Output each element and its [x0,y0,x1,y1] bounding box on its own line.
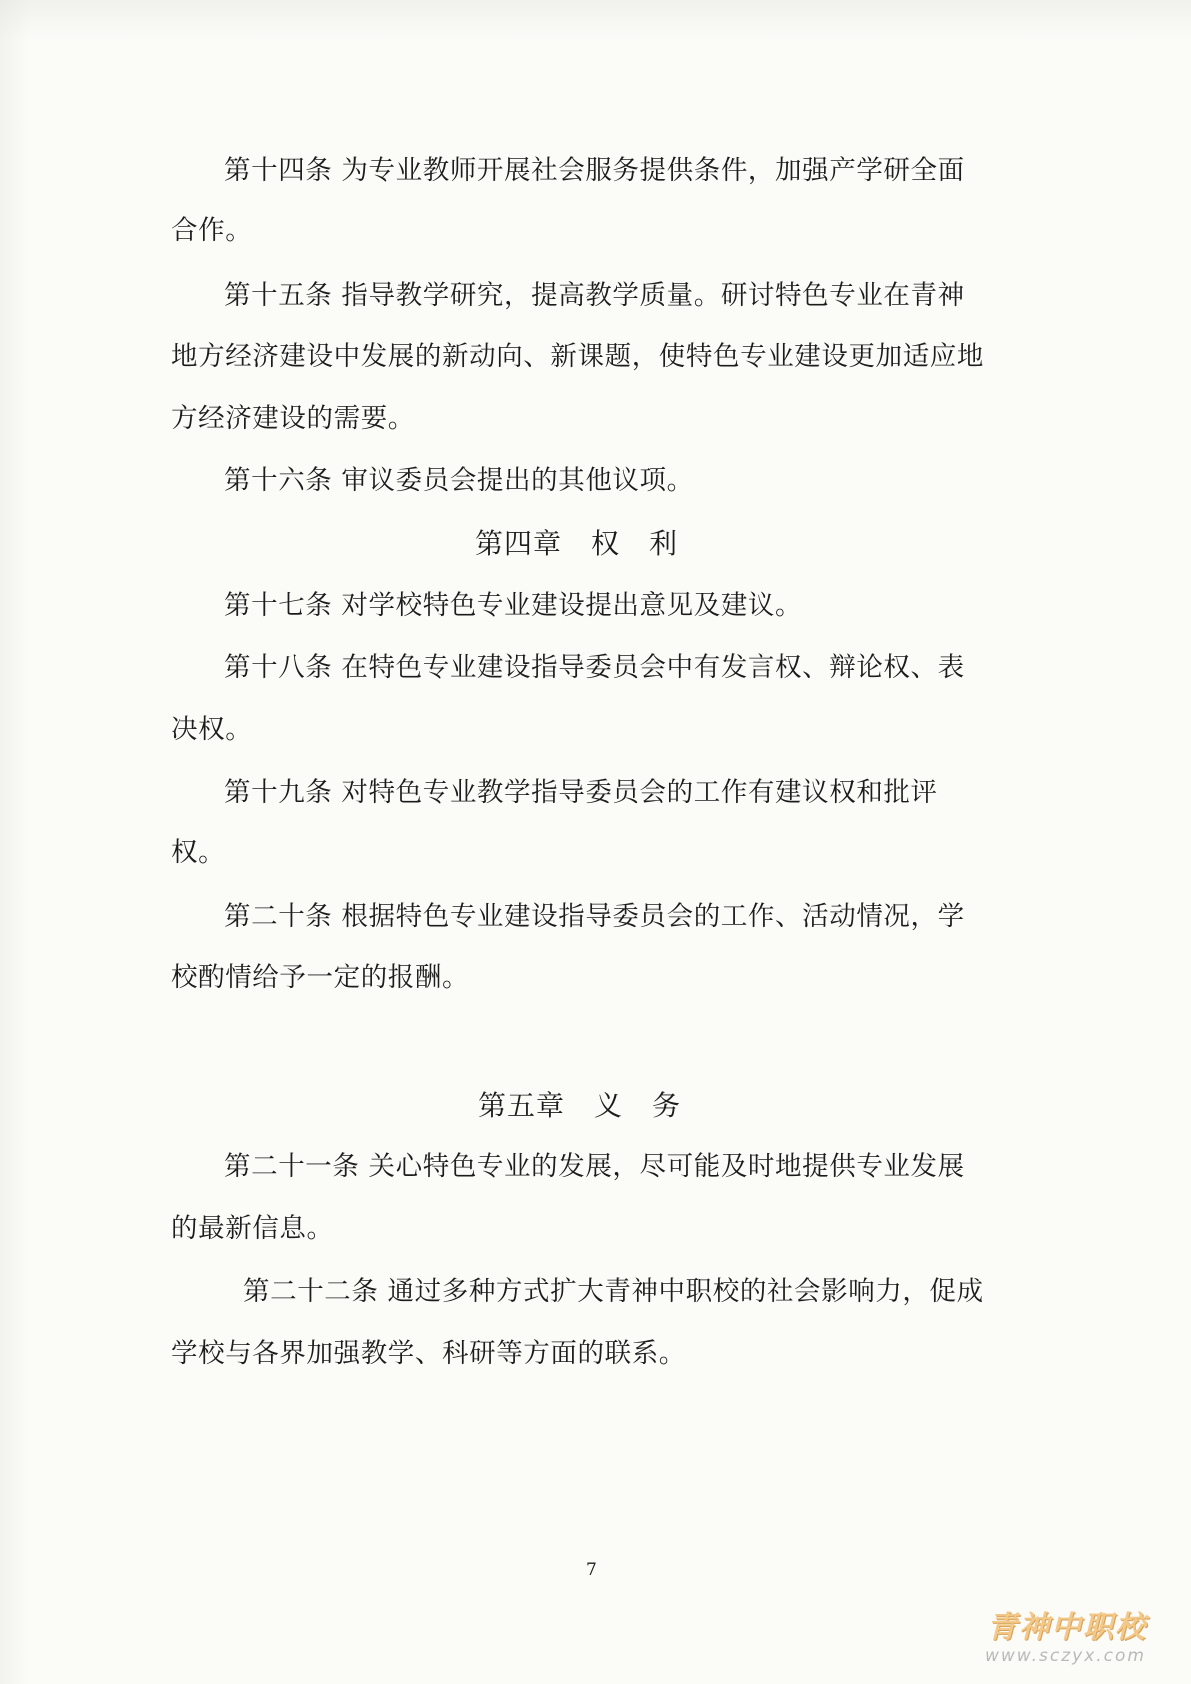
article-14-line-2: 合作。 [171,215,253,246]
site-watermark [985,1602,1185,1677]
article-19-line-2: 权。 [171,837,226,868]
page-number: 7 [586,1560,597,1580]
article-16-line-1: 第十六条 审议委员会提出的其他议项。 [224,465,694,496]
chapter-4-heading: 第四章 权 利 [475,527,679,560]
article-20-line-2: 校酌情给予一定的报酬。 [171,962,470,993]
article-22-line-2: 学校与各界加强教学、科研等方面的联系。 [171,1338,686,1369]
article-21-line-2: 的最新信息。 [171,1213,334,1244]
chapter-5-heading: 第五章 义 务 [478,1089,682,1122]
watermark-logo: 青神中职校 [987,1610,1147,1645]
article-14-line-1: 第十四条 为专业教师开展社会服务提供条件，加强产学研全面 [224,155,965,186]
article-19-line-1: 第十九条 对特色专业教学指导委员会的工作有建议权和批评 [224,777,938,808]
article-18-line-2: 决权。 [171,714,253,745]
article-20-line-1: 第二十条 根据特色专业建设指导委员会的工作、活动情况，学 [224,901,965,932]
article-21-line-1: 第二十一条 关心特色专业的发展，尽可能及时地提供专业发展 [224,1151,965,1182]
article-15-line-2: 地方经济建设中发展的新动向、新课题，使特色专业建设更加适应地 [171,341,984,372]
article-18-line-1: 第十八条 在特色专业建设指导委员会中有发言权、辩论权、表 [224,652,965,683]
watermark-url: www.sczyx.com [985,1646,1146,1666]
article-15-line-3: 方经济建设的需要。 [171,403,415,434]
article-22-line-1: 第二十二条 通过多种方式扩大青神中职校的社会影响力，促成 [243,1276,984,1307]
article-17-line-1: 第十七条 对学校特色专业建设提出意见及建议。 [224,590,803,621]
article-15-line-1: 第十五条 指导教学研究，提高教学质量。研讨特色专业在青神 [224,280,965,311]
